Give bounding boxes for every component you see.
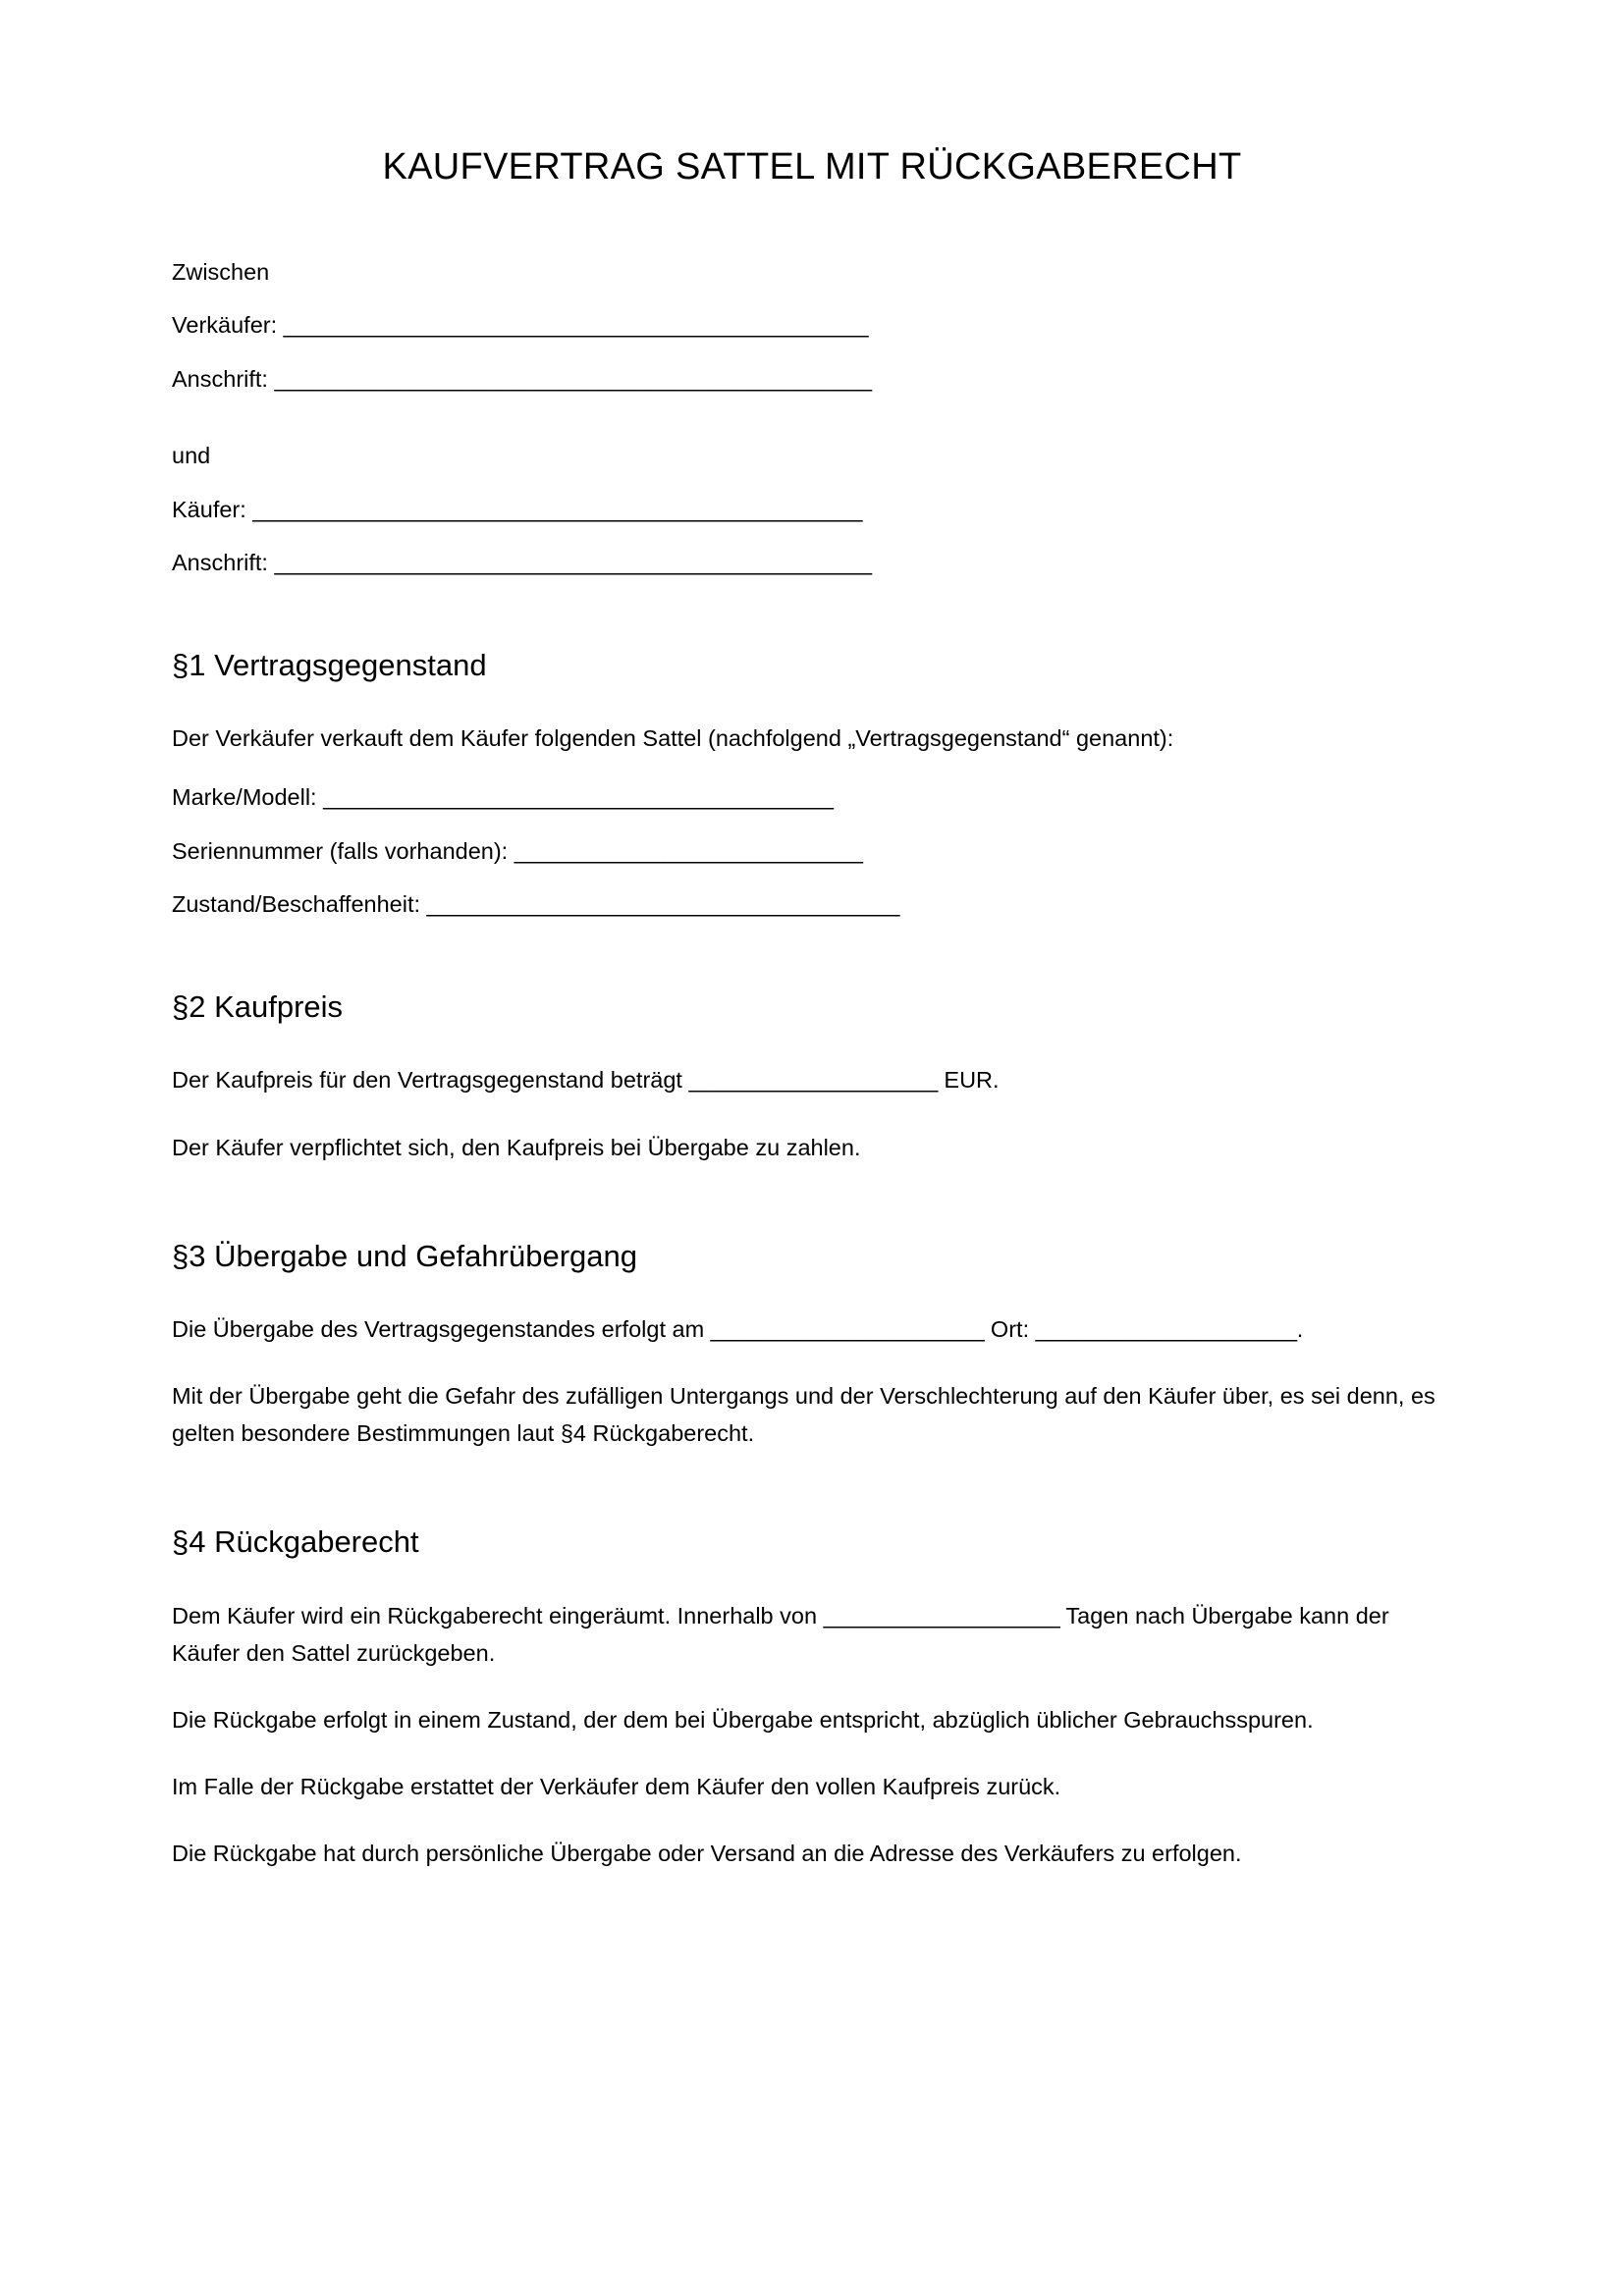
return-method-paragraph: Die Rückgabe hat durch persönliche Übergabe oder Versand an die Adresse des Verkäufers zu erfolgen. — [172, 1841, 1242, 1867]
section-4-body — [172, 1597, 1452, 1872]
section-1-intro: Der Verkäufer verkauft dem Käufer folgenden Sattel (nachfolgend „Vertragsgegenstand“ genannt): — [172, 725, 1174, 752]
parties-intro-label: Zwischen — [172, 258, 270, 285]
buyer-address-field-row — [172, 552, 1452, 575]
refund-paragraph: Im Falle der Rückgabe erstattet der Verkäufer dem Käufer den vollen Kaufpreis zurück. — [172, 1774, 1061, 1800]
brand-blank[interactable]: _________________________________________ — [323, 784, 834, 811]
seller-blank[interactable]: _______________________________________________ — [283, 312, 869, 339]
condition-field-row — [172, 893, 1452, 917]
risk-transfer-paragraph: Mit der Übergabe geht die Gefahr des zufälligen Untergangs und der Verschlechterung auf den Käufer über, es sei denn, es gelten besondere Bestimmungen laut §4 Rückgaberecht. — [172, 1383, 1435, 1447]
parties-spacer — [172, 421, 1452, 445]
handover-row — [172, 1310, 1452, 1348]
buyer-blank[interactable]: _________________________________________________ — [252, 496, 863, 522]
return-right-prefix: Dem Käufer wird ein Rückgaberecht eingeräumt. Innerhalb von — [172, 1603, 824, 1629]
section-2 — [172, 989, 1452, 1166]
handover-place-label: Ort: — [984, 1316, 1036, 1343]
seller-address-field-row — [172, 365, 1452, 392]
section-4-heading: §4 Rückgaberecht — [172, 1524, 419, 1560]
handover-prefix: Die Übergabe des Vertragsgegenstandes erfolgt am — [172, 1316, 711, 1343]
return-right-row — [172, 1597, 1452, 1672]
seller-address-blank[interactable]: ________________________________________________ — [274, 365, 872, 392]
section-1-body — [172, 720, 1452, 917]
condition-label: Zustand/Beschaffenheit: — [172, 891, 427, 918]
page-title: KAUFVERTRAG SATTEL MIT RÜCKGABERECHT — [382, 146, 1242, 187]
return-right-suffix: Tagen nach Übergabe kann der Käufer den Sattel zurückgeben. — [172, 1603, 1389, 1667]
handover-date-blank[interactable]: ______________________ — [710, 1316, 985, 1343]
return-condition-paragraph: Die Rückgabe erfolgt in einem Zustand, der dem bei Übergabe entspricht, abzüglich üblicher Gebrauchsspuren. — [172, 1707, 1314, 1734]
section-1 — [172, 648, 1452, 917]
purchase-price-blank[interactable]: ____________________ — [688, 1067, 938, 1094]
handover-period: . — [1296, 1316, 1304, 1343]
seller-address-label: Anschrift: — [172, 365, 275, 392]
section-3-heading: §3 Übergabe und Gefahrübergang — [172, 1238, 637, 1273]
seller-field-row — [172, 314, 1452, 338]
section-1-heading: §1 Vertragsgegenstand — [172, 647, 487, 682]
brand-label: Marke/Modell: — [172, 784, 324, 811]
brand-field-row — [172, 786, 1452, 810]
purchase-price-currency: EUR. — [937, 1067, 1000, 1094]
parties-conjunction-label: und — [172, 443, 211, 469]
parties-block — [172, 258, 1452, 576]
buyer-label: Käufer: — [172, 496, 253, 522]
seller-label: Verkäufer: — [172, 312, 284, 339]
payment-obligation: Der Käufer verpflichtet sich, den Kaufpreis bei Übergabe zu zahlen. — [172, 1134, 861, 1160]
buyer-address-blank[interactable]: ________________________________________________ — [274, 550, 872, 576]
section-2-heading: §2 Kaufpreis — [172, 988, 344, 1024]
serial-field-row — [172, 837, 1452, 864]
section-3-body — [172, 1310, 1452, 1452]
buyer-field-row — [172, 496, 1452, 522]
section-2-body — [172, 1061, 1452, 1165]
serial-label: Seriennummer (falls vorhanden): — [172, 837, 514, 864]
section-3 — [172, 1239, 1452, 1453]
return-days-blank[interactable]: ___________________ — [823, 1603, 1060, 1629]
purchase-price-row — [172, 1061, 1452, 1098]
serial-blank[interactable]: ____________________________ — [514, 837, 863, 864]
purchase-price-prefix: Der Kaufpreis für den Vertragsgegenstand beträgt — [172, 1067, 689, 1094]
handover-place-blank[interactable]: _____________________ — [1035, 1316, 1297, 1343]
buyer-address-label: Anschrift: — [172, 550, 275, 576]
condition-blank[interactable]: ______________________________________ — [426, 891, 899, 918]
section-4 — [172, 1524, 1452, 1872]
